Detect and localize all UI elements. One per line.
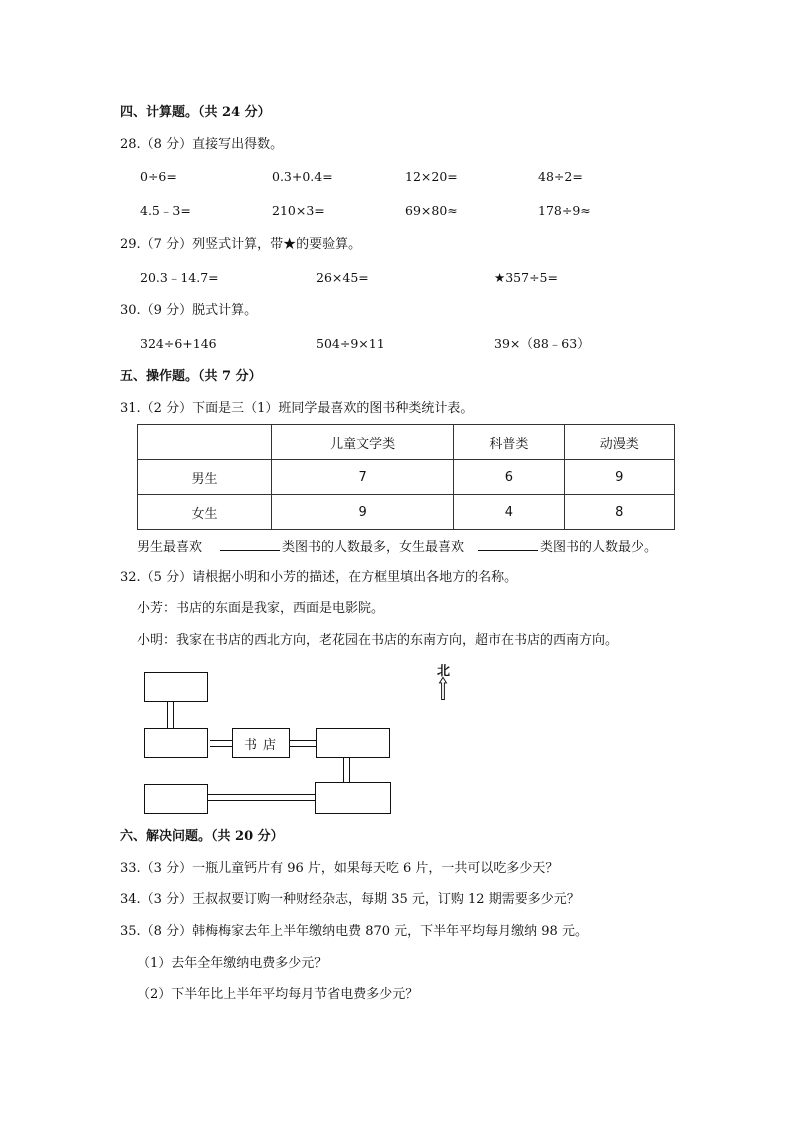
q28-item: 178÷9≈ xyxy=(538,203,591,218)
section4-title: 四、计算题。（共 24 分） xyxy=(120,105,271,120)
table-cell: 8 xyxy=(564,495,674,530)
answer-box-east[interactable] xyxy=(316,728,390,758)
q28-item: 0÷6= xyxy=(140,169,177,184)
q30-label: 30.（9 分）脱式计算。 xyxy=(120,303,258,318)
north-arrow-icon xyxy=(433,676,453,712)
q29-label: 29.（7 分）列竖式计算，带★的要验算。 xyxy=(120,237,362,252)
road-horizontal xyxy=(205,794,315,801)
road-horizontal xyxy=(210,740,232,747)
road-vertical xyxy=(343,755,350,783)
table-cell: 4 xyxy=(454,495,564,530)
section6-title: 六、解决问题。（共 20 分） xyxy=(120,829,284,844)
direction-map xyxy=(140,660,480,820)
table-cell xyxy=(138,425,272,460)
q28-item: 0.3+0.4= xyxy=(272,169,333,184)
table-cell: 9 xyxy=(272,495,454,530)
table-cell: 7 xyxy=(272,460,454,495)
fill-text-a: 男生最喜欢 xyxy=(137,540,203,555)
bookstore-label: 书店 xyxy=(244,738,283,753)
q28-item: 12×20= xyxy=(405,169,458,184)
q35-sub1: （1）去年全年缴纳电费多少元？ xyxy=(137,956,328,971)
q28-item: 210×3= xyxy=(272,203,325,218)
answer-box-southwest[interactable] xyxy=(144,784,208,814)
book-stats-table xyxy=(137,424,675,530)
answer-box-southeast[interactable] xyxy=(315,782,391,814)
q29-item: ★357÷5= xyxy=(494,270,558,285)
q31-fill-sentence xyxy=(137,538,657,557)
road-horizontal xyxy=(288,740,316,747)
table-header: 动漫类 xyxy=(564,425,674,460)
q28-item: 4.5﹣3= xyxy=(140,203,191,218)
table-header-row xyxy=(138,425,675,460)
q29-item: 26×45= xyxy=(316,270,369,285)
table-row-label: 男生 xyxy=(138,460,272,495)
answer-box-northwest[interactable] xyxy=(144,672,208,702)
q32-label: 32.（5 分）请根据小明和小芳的描述，在方框里填出各地方的名称。 xyxy=(120,570,518,585)
answer-blank-boys[interactable] xyxy=(220,538,280,551)
answer-box-west[interactable] xyxy=(144,728,208,758)
table-row-label: 女生 xyxy=(138,495,272,530)
q28-item: 69×80≈ xyxy=(405,203,458,218)
fill-text-b: 类图书的人数最多，女生最喜欢 xyxy=(282,540,465,555)
xiaofang-text: 小芳：书店的东面是我家，西面是电影院。 xyxy=(137,601,385,616)
xiaoming-text: 小明：我家在书店的西北方向，老花园在书店的东南方向，超市在书店的西南方向。 xyxy=(137,633,619,648)
q34-text: 34.（3 分）王叔叔要订购一种财经杂志，每期 35 元，订购 12 期需要多少元？ xyxy=(120,892,580,907)
q31-label: 31.（2 分）下面是三（1）班同学最喜欢的图书种类统计表。 xyxy=(120,401,474,416)
q35-sub2: （2）下半年比上半年平均每月节省电费多少元？ xyxy=(137,987,419,1002)
q33-text: 33.（3 分）一瓶儿童钙片有 96 片，如果每天吃 6 片，一共可以吃多少天？ xyxy=(120,861,559,876)
north-label: 北 xyxy=(437,664,451,679)
table-cell: 6 xyxy=(454,460,564,495)
road-vertical xyxy=(167,700,174,728)
q30-item: 324÷6+146 xyxy=(140,336,217,351)
q28-item: 48÷2= xyxy=(538,169,583,184)
q30-item: 504÷9×11 xyxy=(316,336,385,351)
fill-text-c: 类图书的人数最少。 xyxy=(540,540,658,555)
answer-blank-girls[interactable] xyxy=(478,538,538,551)
section5-title: 五、操作题。（共 7 分） xyxy=(120,369,262,384)
q30-item: 39×（88﹣63） xyxy=(494,336,590,351)
table-row xyxy=(138,460,675,495)
table-row xyxy=(138,495,675,530)
table-cell: 9 xyxy=(564,460,674,495)
table-header: 儿童文学类 xyxy=(272,425,454,460)
q35-text: 35.（8 分）韩梅梅家去年上半年缴纳电费 870 元，下半年平均每月缴纳 98 元。 xyxy=(120,924,588,939)
q28-label: 28.（8 分）直接写出得数。 xyxy=(120,137,284,152)
table-header: 科普类 xyxy=(454,425,564,460)
q29-item: 20.3﹣14.7= xyxy=(140,270,219,285)
